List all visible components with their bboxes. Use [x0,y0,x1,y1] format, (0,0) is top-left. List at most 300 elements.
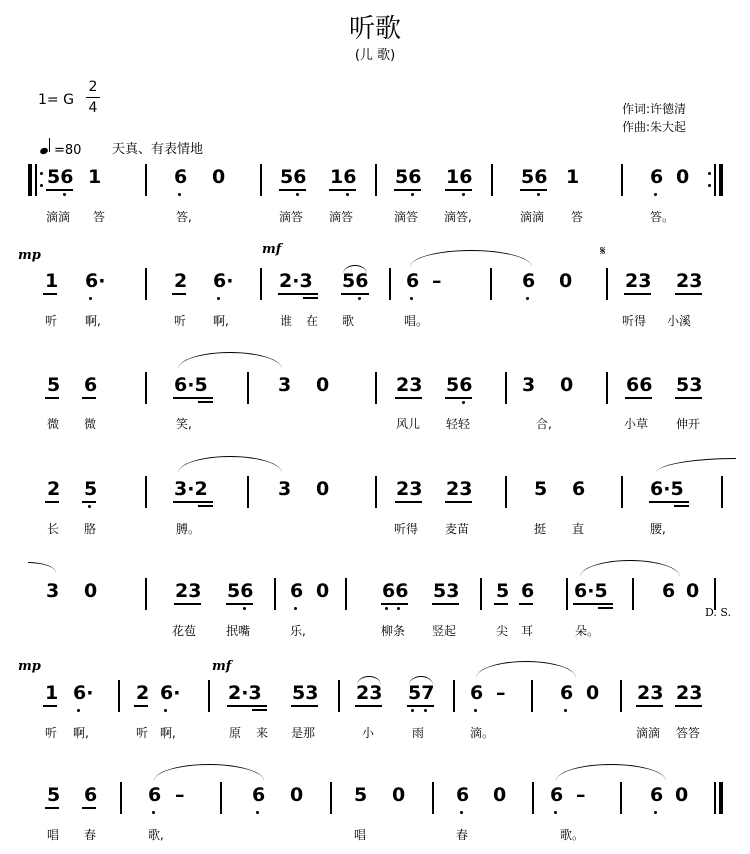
lyric: 答。 [650,210,675,224]
underline-eighth [174,603,201,605]
lyric: 滴滴 [520,210,545,224]
underline-eighth [395,397,422,399]
lyric: 微 [47,417,60,431]
lyric: 胳 [84,522,97,536]
low-octave-dot [358,297,361,300]
note: 23 [446,478,473,500]
note: 0 [676,166,690,188]
note: 6 [470,682,484,704]
lyric: 小 [362,726,375,740]
low-octave-dot [256,811,259,814]
note: 6 [84,374,98,396]
barline [274,578,276,610]
underline-eighth [82,807,96,809]
note: 6 [650,166,664,188]
song-subtitle: (儿 歌) [354,48,396,63]
note: 23 [396,478,423,500]
underline-eighth [494,603,508,605]
underline-eighth [173,397,213,399]
quarter-note-stem [49,138,50,152]
lyric: 微 [84,417,97,431]
low-octave-dot [554,811,557,814]
note: 3 [278,478,292,500]
low-octave-dot [164,709,167,712]
note: 6 [406,270,420,292]
lyric: 听 [136,726,149,740]
note: 6 [560,682,574,704]
note: 1 [45,682,59,704]
lyric: 答 [93,210,106,224]
barline [375,476,377,508]
barline [145,578,147,610]
note: 6 [662,580,676,602]
underline-eighth [573,603,613,605]
note: 6 [650,784,664,806]
slur-arc [409,676,433,685]
lyric: 在 [306,314,319,328]
barline [260,268,262,300]
lyricist-credit: 作词:许德清 [622,102,687,116]
note: 16 [446,166,473,188]
slur-arc [343,265,367,274]
tie-arc [178,352,282,369]
note: 56 [227,580,254,602]
underline-sixteenth [198,401,213,403]
underline-eighth [45,397,59,399]
low-octave-dot [462,401,465,404]
lyric: 小溪 [667,314,692,328]
barline [721,476,723,508]
low-octave-dot [217,297,220,300]
note: 0 [686,580,700,602]
tie-arc [178,456,282,473]
final-barline-thick [719,782,723,814]
underline-eighth [394,189,421,191]
slur-arc [357,676,381,685]
low-octave-dot [537,193,540,196]
lyric: 竖起 [432,624,457,638]
barline [621,164,623,196]
note: 23 [175,580,202,602]
note: 0 [316,478,330,500]
underline-eighth [675,293,702,295]
barline [566,578,568,610]
note: 0 [560,374,574,396]
note: 3 [522,374,536,396]
low-octave-dot [654,193,657,196]
low-octave-dot [346,193,349,196]
lyric: 合, [536,417,552,431]
note: 5 [84,478,98,500]
note: 2 [174,270,188,292]
lyric: 滴答 [329,210,354,224]
low-octave-dot [411,709,414,712]
underline-eighth [46,189,73,191]
low-octave-dot [410,297,413,300]
note: 56 [446,374,473,396]
tempo-value: =80 [54,143,82,158]
note: 1 [45,270,59,292]
lyric: 滴。 [470,726,495,740]
lyric: 长 [47,522,60,536]
tie-arc [154,764,264,781]
lyric: 滴滴 [636,726,661,740]
lyric: 答 [571,210,584,224]
dynamic-mp: mp [18,248,41,263]
note: 6 [148,784,162,806]
note: 6 [174,166,188,188]
repeat-start-thin [35,164,37,196]
note: 6 [456,784,470,806]
note: 57 [408,682,435,704]
repeat-dot [708,184,711,187]
barline [621,476,623,508]
barline [620,680,622,712]
note: – [576,784,586,806]
lyric: 听得 [622,314,647,328]
note: 56 [342,270,369,292]
barline [480,578,482,610]
lyric: 抿嘴 [226,624,251,638]
lyric: 挺 [534,522,547,536]
note: 0 [316,374,330,396]
low-octave-dot [462,193,465,196]
note: 0 [392,784,406,806]
low-octave-dot [77,709,80,712]
repeat-end-thin [714,164,716,196]
barline [145,268,147,300]
lyric: 唱 [47,828,60,842]
underline-eighth [341,293,369,295]
lyric: 腰, [650,522,666,536]
repeat-dot [40,184,43,187]
note: 0 [675,784,689,806]
underline-eighth [226,603,253,605]
low-octave-dot [526,297,529,300]
barline [632,578,634,610]
note: 5 [496,580,510,602]
underline-eighth [82,501,96,503]
underline-eighth [407,705,434,707]
underline-eighth [45,501,59,503]
underline-sixteenth [674,505,689,507]
lyric: 耳 [521,624,534,638]
note: 0 [559,270,573,292]
repeat-dot [708,172,711,175]
lyric: 乐, [290,624,306,638]
note: – [175,784,185,806]
note: 3·2 [174,478,208,500]
lyric: 听 [45,726,58,740]
lyric: 滴答 [394,210,419,224]
lyric: 答, [176,210,192,224]
note: 23 [676,270,703,292]
barline [145,164,147,196]
underline-eighth [520,189,547,191]
note: 2·3 [279,270,313,292]
underline-sixteenth [252,709,267,711]
lyric: 伸开 [676,417,701,431]
underline-eighth [675,397,702,399]
note: 2 [136,682,150,704]
tempo-marking [40,138,81,158]
lyric: 直 [572,522,585,536]
underline-eighth [43,705,57,707]
barline [531,680,533,712]
note: 23 [625,270,652,292]
time-signature-bottom: 4 [88,100,98,116]
tie-arc [580,560,680,577]
lyric: 听得 [394,522,419,536]
low-octave-dot [294,607,297,610]
dynamic-mf: mf [212,659,232,674]
barline [338,680,340,712]
note: 5 [47,374,61,396]
note: 56 [395,166,422,188]
lyric: 花苞 [172,624,197,638]
lyric: 笑, [176,417,192,431]
underline-eighth [329,189,356,191]
underline-eighth [395,501,422,503]
low-octave-dot [654,811,657,814]
barline [490,268,492,300]
barline [220,782,222,814]
time-signature-top: 2 [88,79,98,95]
lyric: 歌, [148,828,164,842]
barline [505,372,507,404]
repeat-start-thick [28,164,32,196]
barline [247,372,249,404]
segno-icon: 𝄋 [600,244,606,259]
barline [375,372,377,404]
note: 23 [637,682,664,704]
low-octave-dot [424,709,427,712]
note: 6 [522,270,536,292]
note: 53 [433,580,460,602]
lyric: 滴滴 [46,210,71,224]
note: 6 [252,784,266,806]
note: 6 [521,580,535,602]
lyric: 尖 [496,624,509,638]
lyric: 朵。 [575,624,600,638]
lyric: 膊。 [176,522,201,536]
expression-marking: 天真、有表情地 [112,142,204,157]
quarter-note-icon [39,147,49,155]
note: 6· [213,270,234,292]
lyric: 是那 [291,726,316,740]
final-barline-thin [714,782,716,814]
lyric: 小草 [624,417,649,431]
lyric: 答答 [676,726,701,740]
note: 23 [676,682,703,704]
note: 5 [354,784,368,806]
low-octave-dot [243,607,246,610]
note: 0 [493,784,507,806]
lyric: 歌。 [560,828,585,842]
underline-eighth [445,397,472,399]
tie-arc [556,764,666,781]
underline-sixteenth [303,297,318,299]
note: 0 [212,166,226,188]
note: 6·5 [174,374,208,396]
dal-segno-mark: D. S. [705,606,732,619]
note: 6 [290,580,304,602]
low-octave-dot [385,607,388,610]
underline-eighth [134,705,148,707]
underline-eighth [624,293,651,295]
barline [260,164,262,196]
time-signature [86,77,100,118]
note: 0 [316,580,330,602]
note: 6· [160,682,181,704]
underline-eighth [432,603,459,605]
lyric: 听 [45,314,58,328]
lyric: 啊, [73,726,89,740]
note: 6 [84,784,98,806]
barline [120,782,122,814]
note: 23 [396,374,423,396]
barline [375,164,377,196]
note: 6·5 [650,478,684,500]
lyric: 春 [84,828,97,842]
lyric: 歌 [342,314,355,328]
barline [208,680,210,712]
barline [432,782,434,814]
note: 0 [84,580,98,602]
tie-arc [410,250,532,267]
note: 6· [85,270,106,292]
underline-eighth [649,501,689,503]
note: 56 [521,166,548,188]
lyric: 雨 [412,726,425,740]
lyric: 听 [174,314,187,328]
low-octave-dot [460,811,463,814]
lyric: 滴答, [444,210,472,224]
low-octave-dot [397,607,400,610]
underline-eighth [355,705,382,707]
barline [491,164,493,196]
note: 2 [47,478,61,500]
underline-eighth [445,189,472,191]
barline [606,372,608,404]
note: – [432,270,442,292]
underline-eighth [82,397,96,399]
low-octave-dot [89,297,92,300]
underline-eighth [279,189,306,191]
note: 53 [676,374,703,396]
note: 0 [290,784,304,806]
underline-eighth [173,501,213,503]
barline [532,782,534,814]
repeat-end-thick [719,164,723,196]
underline-eighth [445,501,472,503]
lyric: 滴答 [279,210,304,224]
lyric: 风儿 [396,417,421,431]
low-octave-dot [474,709,477,712]
lyric: 麦苗 [445,522,470,536]
low-octave-dot [411,193,414,196]
lyric: 柳条 [381,624,406,638]
low-octave-dot [564,709,567,712]
underline-eighth [625,397,652,399]
barline [345,578,347,610]
barline [330,782,332,814]
note: 2·3 [228,682,262,704]
dynamic-mp: mp [18,659,41,674]
barline [145,372,147,404]
note: 3 [46,580,60,602]
underline-sixteenth [198,505,213,507]
underline-eighth [43,293,57,295]
tie-arc-continued [656,458,736,473]
underline-eighth [291,705,318,707]
note: 23 [356,682,383,704]
note: 0 [586,682,600,704]
note: 66 [382,580,409,602]
note: 6 [572,478,586,500]
tie-arc-continuation [28,562,56,573]
barline [606,268,608,300]
barline [505,476,507,508]
lyric: 唱。 [404,314,429,328]
note: 66 [626,374,653,396]
underline-eighth [381,603,408,605]
composer-credit: 作曲:朱大起 [622,120,687,134]
underline-sixteenth [598,607,613,609]
note: 6· [73,682,94,704]
barline [453,680,455,712]
lyric: 啊, [213,314,229,328]
note: 1 [88,166,102,188]
lyric: 来 [256,726,269,740]
lyric: 原 [229,726,242,740]
low-octave-dot [178,193,181,196]
lyric: 轻轻 [446,417,471,431]
low-octave-dot [63,193,66,196]
repeat-dot [40,172,43,175]
note: 53 [292,682,319,704]
barline [145,476,147,508]
lyric: 啊, [160,726,176,740]
underline-eighth [636,705,663,707]
barline [118,680,120,712]
note: 5 [47,784,61,806]
low-octave-dot [296,193,299,196]
dynamic-mf: mf [262,242,282,257]
note: 56 [47,166,74,188]
lyric: 春 [456,828,469,842]
note: 1 [566,166,580,188]
note: 5 [534,478,548,500]
song-title: 听歌 [348,14,401,44]
lyric: 谁 [280,314,293,328]
note: 16 [330,166,357,188]
lyric: 啊, [85,314,101,328]
lyric: 唱 [354,828,367,842]
underline-eighth [227,705,267,707]
barline [247,476,249,508]
key-signature: 1= G [38,92,74,108]
tie-arc [476,661,576,678]
note: 56 [280,166,307,188]
note: – [496,682,506,704]
low-octave-dot [152,811,155,814]
underline-eighth [675,705,702,707]
note: 3 [278,374,292,396]
underline-eighth [172,293,186,295]
barline [389,268,391,300]
note: 6·5 [574,580,608,602]
